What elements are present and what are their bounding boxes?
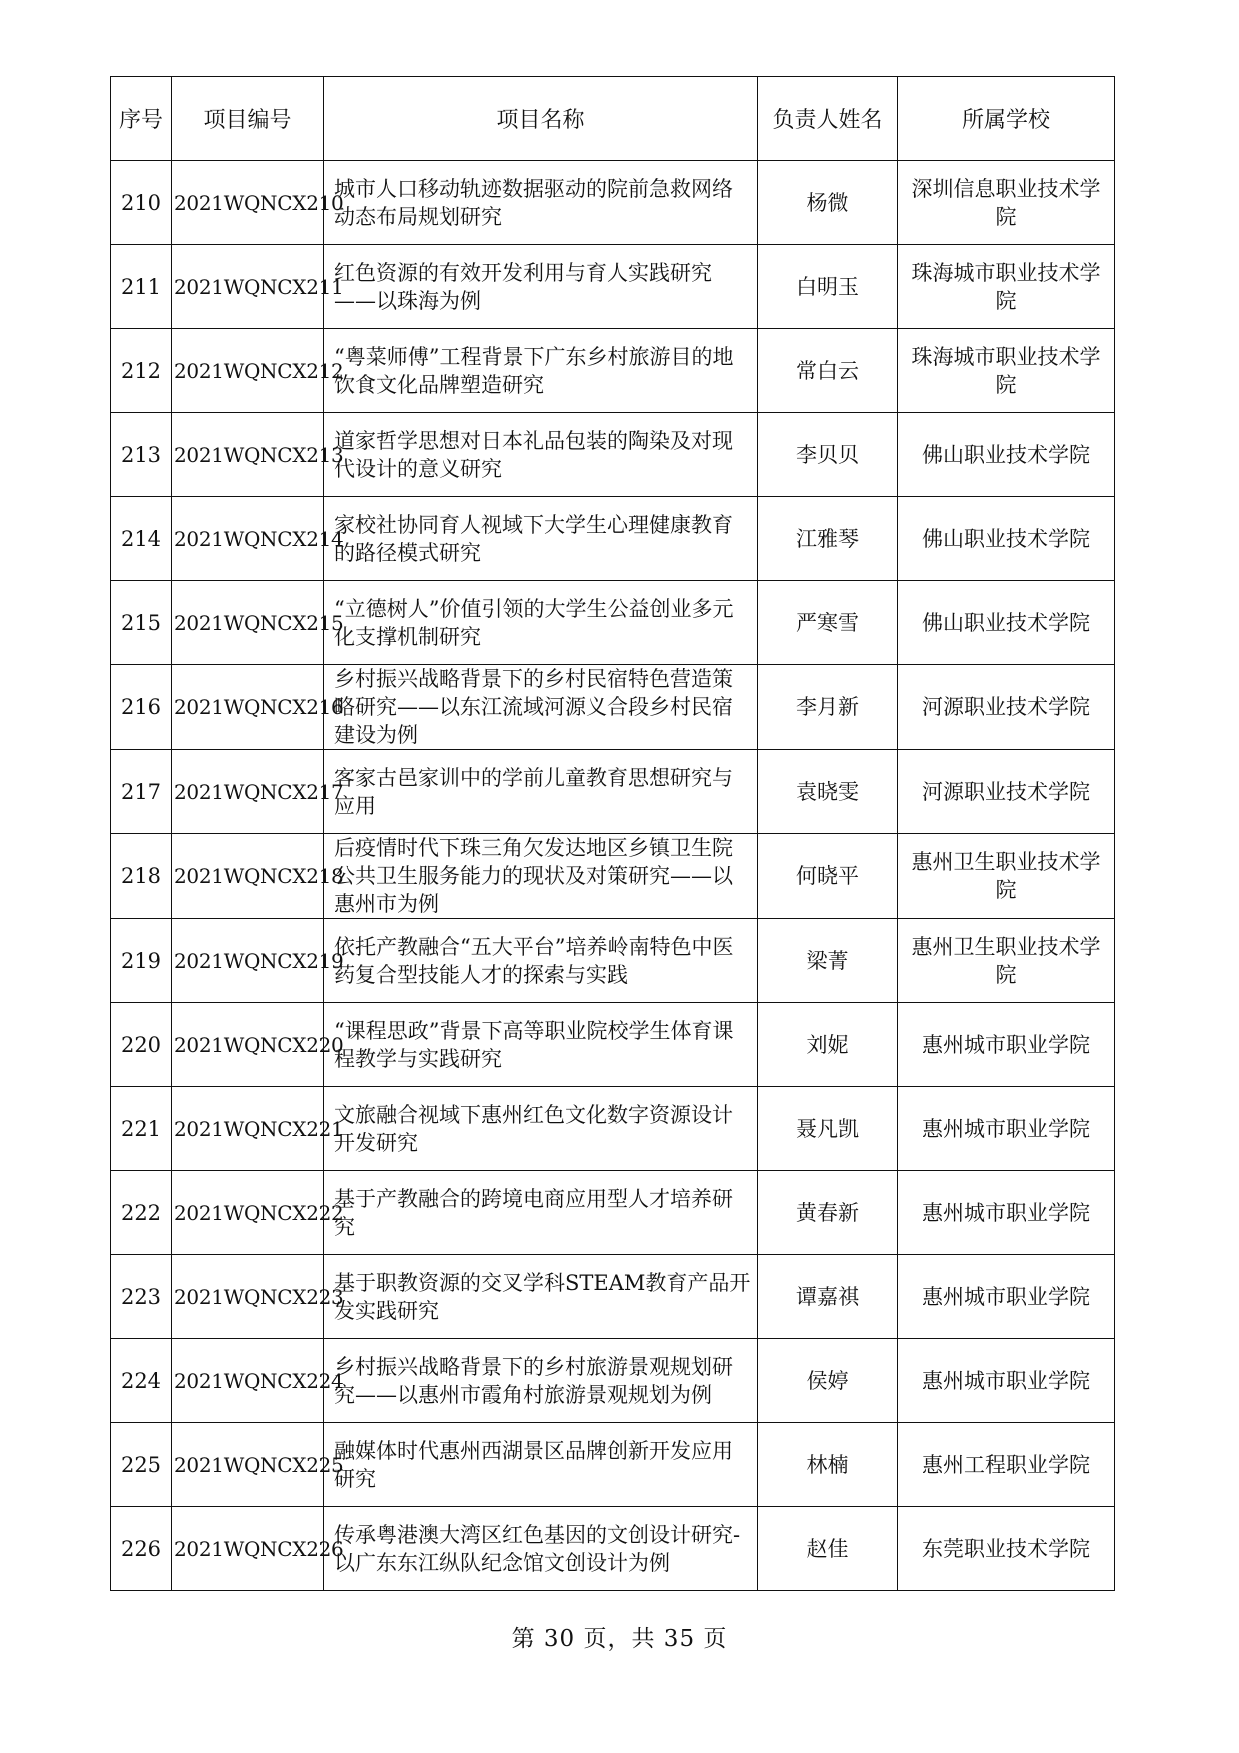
cell-school: 河源职业技术学院: [898, 750, 1115, 834]
cell-project-name: 文旅融合视域下惠州红色文化数字资源设计开发研究: [324, 1087, 758, 1171]
table-row: [111, 1423, 1115, 1507]
header-row: [111, 77, 1115, 161]
cell-school: 惠州城市职业学院: [898, 1255, 1115, 1339]
cell-index: 214: [111, 497, 172, 581]
cell-index: 211: [111, 245, 172, 329]
cell-project-code: 2021WQNCX221: [172, 1087, 324, 1171]
cell-school: 惠州工程职业学院: [898, 1423, 1115, 1507]
cell-leader-name: 杨微: [758, 161, 898, 245]
cell-project-code: 2021WQNCX216: [172, 665, 324, 750]
cell-school: 佛山职业技术学院: [898, 581, 1115, 665]
project-table: [110, 76, 1115, 1591]
table-row: [111, 329, 1115, 413]
cell-school: 惠州城市职业学院: [898, 1087, 1115, 1171]
cell-leader-name: 林楠: [758, 1423, 898, 1507]
cell-index: 222: [111, 1171, 172, 1255]
cell-project-name: 依托产教融合“五大平台”培养岭南特色中医药复合型技能人才的探索与实践: [324, 919, 758, 1003]
cell-leader-name: 严寒雪: [758, 581, 898, 665]
cell-leader-name: 刘妮: [758, 1003, 898, 1087]
cell-leader-name: 李贝贝: [758, 413, 898, 497]
cell-project-code: 2021WQNCX213: [172, 413, 324, 497]
table-row: [111, 413, 1115, 497]
table-row: [111, 245, 1115, 329]
cell-index: 220: [111, 1003, 172, 1087]
cell-leader-name: 黄春新: [758, 1171, 898, 1255]
cell-project-name: 客家古邑家训中的学前儿童教育思想研究与应用: [324, 750, 758, 834]
cell-index: 212: [111, 329, 172, 413]
cell-project-code: 2021WQNCX222: [172, 1171, 324, 1255]
cell-school: 珠海城市职业技术学院: [898, 245, 1115, 329]
header-school: 所属学校: [898, 77, 1115, 161]
cell-project-name: 后疫情时代下珠三角欠发达地区乡镇卫生院公共卫生服务能力的现状及对策研究——以惠州市为例: [324, 834, 758, 919]
cell-project-code: 2021WQNCX212: [172, 329, 324, 413]
cell-school: 珠海城市职业技术学院: [898, 329, 1115, 413]
cell-project-name: 红色资源的有效开发利用与育人实践研究——以珠海为例: [324, 245, 758, 329]
cell-index: 210: [111, 161, 172, 245]
cell-project-code: 2021WQNCX219: [172, 919, 324, 1003]
cell-leader-name: 谭嘉祺: [758, 1255, 898, 1339]
cell-project-name: “粤菜师傅”工程背景下广东乡村旅游目的地饮食文化品牌塑造研究: [324, 329, 758, 413]
cell-project-code: 2021WQNCX225: [172, 1423, 324, 1507]
table-row: [111, 1507, 1115, 1591]
cell-school: 惠州城市职业学院: [898, 1339, 1115, 1423]
table-row: [111, 665, 1115, 750]
cell-index: 221: [111, 1087, 172, 1171]
table-row: [111, 750, 1115, 834]
cell-project-code: 2021WQNCX214: [172, 497, 324, 581]
cell-index: 219: [111, 919, 172, 1003]
cell-project-name: “课程思政”背景下高等职业院校学生体育课程教学与实践研究: [324, 1003, 758, 1087]
header-name: 项目名称: [324, 77, 758, 161]
cell-school: 深圳信息职业技术学院: [898, 161, 1115, 245]
table-row: [111, 1255, 1115, 1339]
table-row: [111, 1339, 1115, 1423]
cell-leader-name: 赵佳: [758, 1507, 898, 1591]
cell-project-code: 2021WQNCX220: [172, 1003, 324, 1087]
cell-leader-name: 何晓平: [758, 834, 898, 919]
cell-school: 惠州城市职业学院: [898, 1003, 1115, 1087]
cell-leader-name: 聂凡凯: [758, 1087, 898, 1171]
cell-project-name: “立德树人”价值引领的大学生公益创业多元化支撑机制研究: [324, 581, 758, 665]
cell-project-name: 乡村振兴战略背景下的乡村旅游景观规划研究——以惠州市霞角村旅游景观规划为例: [324, 1339, 758, 1423]
cell-project-code: 2021WQNCX226: [172, 1507, 324, 1591]
cell-school: 惠州卫生职业技术学院: [898, 919, 1115, 1003]
cell-project-name: 城市人口移动轨迹数据驱动的院前急救网络动态布局规划研究: [324, 161, 758, 245]
cell-project-name: 基于职教资源的交叉学科STEAM教育产品开发实践研究: [324, 1255, 758, 1339]
cell-index: 224: [111, 1339, 172, 1423]
cell-index: 213: [111, 413, 172, 497]
table-header: [111, 77, 1115, 161]
cell-leader-name: 梁菁: [758, 919, 898, 1003]
cell-leader-name: 李月新: [758, 665, 898, 750]
cell-project-name: 基于产教融合的跨境电商应用型人才培养研究: [324, 1171, 758, 1255]
table-row: [111, 1171, 1115, 1255]
table-row: [111, 497, 1115, 581]
cell-leader-name: 侯婷: [758, 1339, 898, 1423]
cell-project-code: 2021WQNCX215: [172, 581, 324, 665]
cell-index: 218: [111, 834, 172, 919]
cell-project-name: 融媒体时代惠州西湖景区品牌创新开发应用研究: [324, 1423, 758, 1507]
cell-project-code: 2021WQNCX217: [172, 750, 324, 834]
cell-school: 河源职业技术学院: [898, 665, 1115, 750]
table-body: [111, 161, 1115, 1591]
cell-project-name: 乡村振兴战略背景下的乡村民宿特色营造策略研究——以东江流域河源义合段乡村民宿建设为例: [324, 665, 758, 750]
cell-leader-name: 白明玉: [758, 245, 898, 329]
cell-project-name: 传承粤港澳大湾区红色基因的文创设计研究-以广东东江纵队纪念馆文创设计为例: [324, 1507, 758, 1591]
cell-project-code: 2021WQNCX211: [172, 245, 324, 329]
header-index: 序号: [111, 77, 172, 161]
cell-leader-name: 常白云: [758, 329, 898, 413]
cell-index: 223: [111, 1255, 172, 1339]
table-row: [111, 1003, 1115, 1087]
cell-school: 佛山职业技术学院: [898, 497, 1115, 581]
page-number: 第 30 页，共 35 页: [511, 1626, 728, 1652]
table-row: [111, 834, 1115, 919]
cell-school: 东莞职业技术学院: [898, 1507, 1115, 1591]
header-code: 项目编号: [172, 77, 324, 161]
cell-school: 惠州卫生职业技术学院: [898, 834, 1115, 919]
table-row: [111, 919, 1115, 1003]
cell-school: 惠州城市职业学院: [898, 1171, 1115, 1255]
cell-index: 226: [111, 1507, 172, 1591]
cell-index: 216: [111, 665, 172, 750]
cell-leader-name: 江雅琴: [758, 497, 898, 581]
cell-project-code: 2021WQNCX223: [172, 1255, 324, 1339]
table-row: [111, 1087, 1115, 1171]
cell-project-code: 2021WQNCX224: [172, 1339, 324, 1423]
cell-school: 佛山职业技术学院: [898, 413, 1115, 497]
cell-index: 225: [111, 1423, 172, 1507]
table-row: [111, 161, 1115, 245]
cell-project-code: 2021WQNCX210: [172, 161, 324, 245]
cell-index: 215: [111, 581, 172, 665]
cell-project-code: 2021WQNCX218: [172, 834, 324, 919]
header-leader: 负责人姓名: [758, 77, 898, 161]
table-row: [111, 581, 1115, 665]
cell-project-name: 家校社协同育人视域下大学生心理健康教育的路径模式研究: [324, 497, 758, 581]
cell-project-name: 道家哲学思想对日本礼品包装的陶染及对现代设计的意义研究: [324, 413, 758, 497]
cell-index: 217: [111, 750, 172, 834]
cell-leader-name: 袁晓雯: [758, 750, 898, 834]
